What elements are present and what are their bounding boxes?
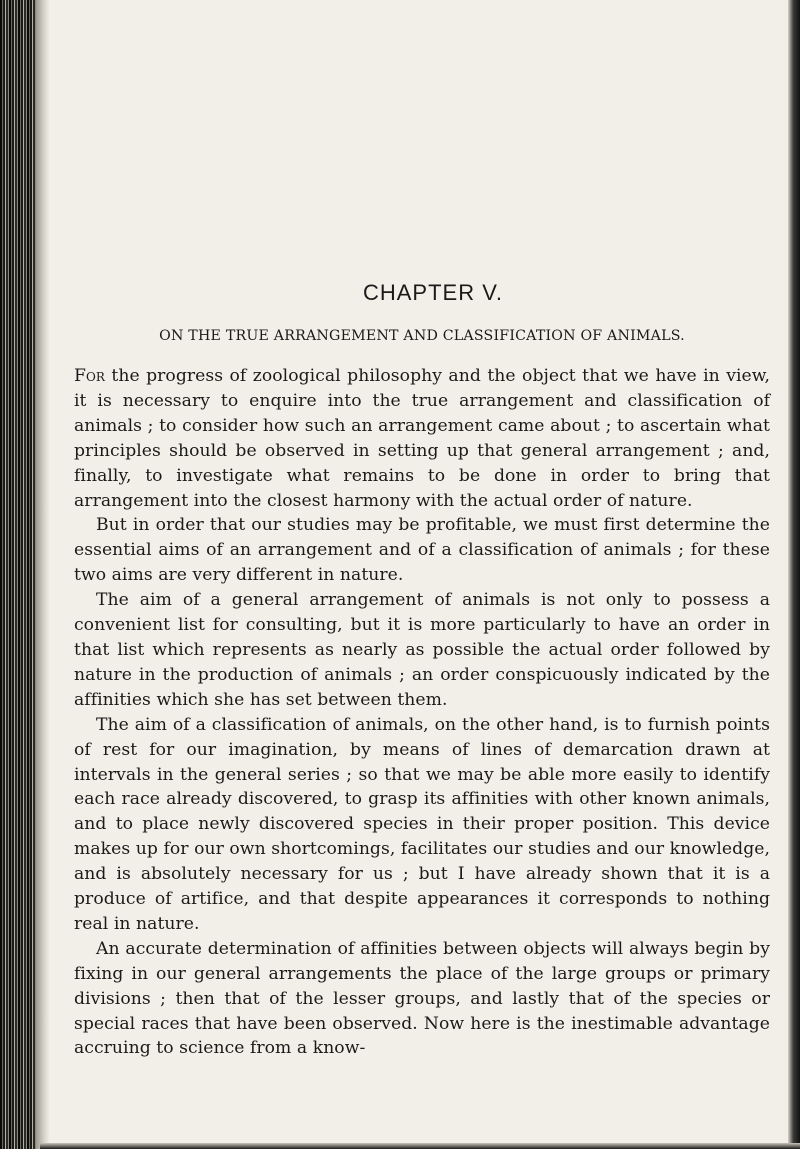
paragraph-text: the progress of zoological philosophy and the object that we have in view, it is necessary to enquire into the true arrangement and classification of animals ; to consider how such an arrangement came about ; to ascertain what principles should be observed in setting up that general arrangement ; and, finally, to investigate what remains to be done in order to bring that arrangement into the closest harmony with the actual order of nature. xyxy=(74,366,770,511)
paragraph-lead-word: For xyxy=(74,366,105,386)
chapter-body xyxy=(74,364,770,1061)
book-binding-left xyxy=(0,0,36,1149)
paragraph-4: The aim of a classification of animals, on the other hand, is to furnish points of rest for our imagination, by means of lines of demarcation drawn at intervals in the general series ; so that we may be able more easily to identify each race already discovered, to grasp its affinities with other known animals, and to place newly discovered species in their proper position. This device makes up for our own shortcomings, facilitates our studies and our knowledge, and is absolutely necessary for us ; but I have already shown that it is a produce of artifice, and that despite appearances it corresponds to nothing real in nature. xyxy=(74,714,770,934)
book-edge-bottom xyxy=(40,1143,800,1149)
book-edge-right xyxy=(788,0,800,1149)
book-page xyxy=(74,280,770,1061)
chapter-subtitle: ON THE TRUE ARRANGEMENT AND CLASSIFICATION OF ANIMALS. xyxy=(159,328,685,344)
paragraph-3: The aim of a general arrangement of animals is not only to possess a convenient list for consulting, but it is more particularly to have an order in that list which represents as nearly as possible the actual order followed by nature in the production of animals ; an order conspicuously indicated by the affinities which she has set between them. xyxy=(74,590,770,710)
paragraph-2: But in order that our studies may be profitable, we must first determine the essential aims of an arrangement and of a classification of animals ; for these two aims are very different in nature. xyxy=(74,515,770,586)
chapter-heading: CHAPTER V. xyxy=(362,280,503,305)
paragraph-5: An accurate determination of affinities between objects will always begin by fixing in our general arrangements the place of the large groups or primary divisions ; then that of the lesser groups, and lastly that of the species or special races that have been observed. Now here is the inestimable advantage accruing to science from a know- xyxy=(74,938,770,1059)
paragraph-1 xyxy=(74,364,770,513)
